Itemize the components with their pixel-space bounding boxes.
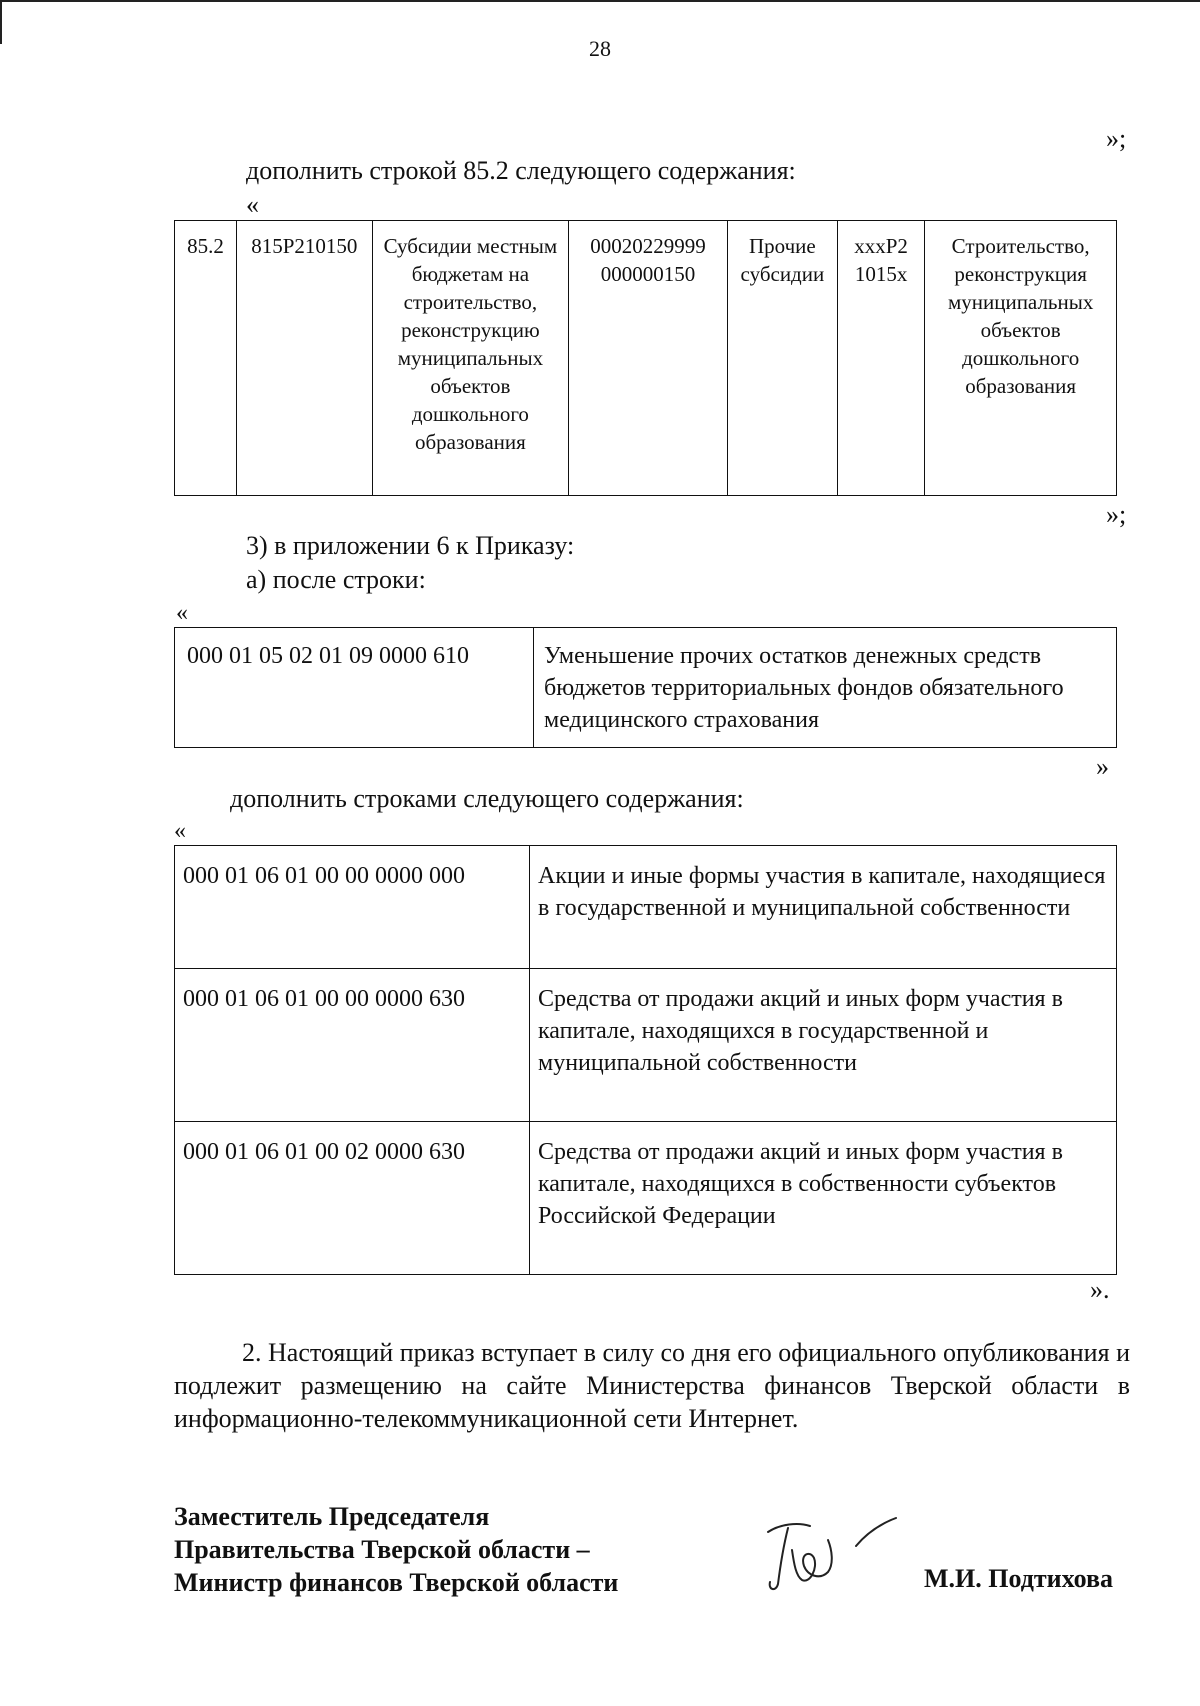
table-row	[175, 969, 1117, 1122]
code-cell: xxxP2 1015x	[837, 221, 924, 496]
purpose-cell: Строительство, реконструкция муниципальных объектов дошкольного образования	[925, 221, 1117, 496]
code-cell: 000 01 06 01 00 00 0000 630	[175, 969, 530, 1122]
description-cell: Средства от продажи акций и иных форм участия в капитале, находящихся в государственной и муниципальной собственности	[530, 969, 1117, 1122]
signatory-title-line: Министр финансов Тверской области	[174, 1568, 619, 1597]
opening-quote: «	[176, 600, 188, 626]
opening-quote: «	[174, 818, 186, 844]
closing-quote: ».	[1090, 1275, 1110, 1304]
budget-row-table	[174, 220, 1117, 496]
table-row	[175, 628, 1117, 748]
paragraph-2	[174, 1336, 1130, 1435]
description-cell: Уменьшение прочих остатков денежных средств бюджетов территориальных фондов обязательного медицинского страхования	[534, 628, 1117, 748]
code-cell: 000 01 05 02 01 09 0000 610	[175, 628, 534, 748]
signatory-title-line: Заместитель Председателя	[174, 1502, 490, 1531]
closing-quote: »	[1096, 752, 1109, 781]
section3-line: 3) в приложении 6 к Приказу:	[246, 531, 575, 560]
opening-quote: «	[246, 190, 259, 219]
intro-line: дополнить строкой 85.2 следующего содержания:	[246, 156, 796, 185]
signatory-title	[174, 1500, 618, 1599]
description-cell: Акции и иные формы участия в капитале, находящиеся в государственной и муниципальной собственности	[530, 846, 1117, 969]
scan-edge-top	[0, 0, 1200, 2]
code-cell: 000 01 06 01 00 02 0000 630	[175, 1122, 530, 1275]
new-rows-table	[174, 845, 1117, 1275]
target-name-cell: Субсидии местным бюджетам на строительство, реконструкцию муниципальных объектов дошкольного образования	[372, 221, 568, 496]
signatory-title-line: Правительства Тверской области –	[174, 1535, 590, 1564]
closing-quote: »;	[1106, 124, 1127, 153]
code-cell: 000 01 06 01 00 00 0000 000	[175, 846, 530, 969]
handwritten-signature-icon	[758, 1510, 908, 1600]
table-row	[175, 1122, 1117, 1275]
table-row	[175, 221, 1117, 496]
row-number-cell: 85.2	[175, 221, 237, 496]
signatory-name: М.И. Подтихова	[924, 1564, 1114, 1593]
source-row-table	[174, 627, 1117, 748]
page-number: 28	[589, 36, 611, 61]
paragraph-2-text: 2. Настоящий приказ вступает в силу со дня его официального опубликования и подлежит размещению на сайте Министерства финансов Тверской области в информационно-телекоммуникационной сети Интернет.	[174, 1338, 1130, 1433]
revenue-code-cell: 00020229999 000000150	[569, 221, 728, 496]
revenue-name-cell: Прочие субсидии	[727, 221, 837, 496]
table-row	[175, 846, 1117, 969]
target-code-cell: 815P210150	[236, 221, 372, 496]
closing-quote: »;	[1106, 500, 1127, 529]
item-a-line: а) после строки:	[246, 565, 426, 594]
description-cell: Средства от продажи акций и иных форм участия в капитале, находящихся в собственности субъектов Российской Федерации	[530, 1122, 1117, 1275]
add-rows-line: дополнить строками следующего содержания:	[230, 784, 744, 813]
